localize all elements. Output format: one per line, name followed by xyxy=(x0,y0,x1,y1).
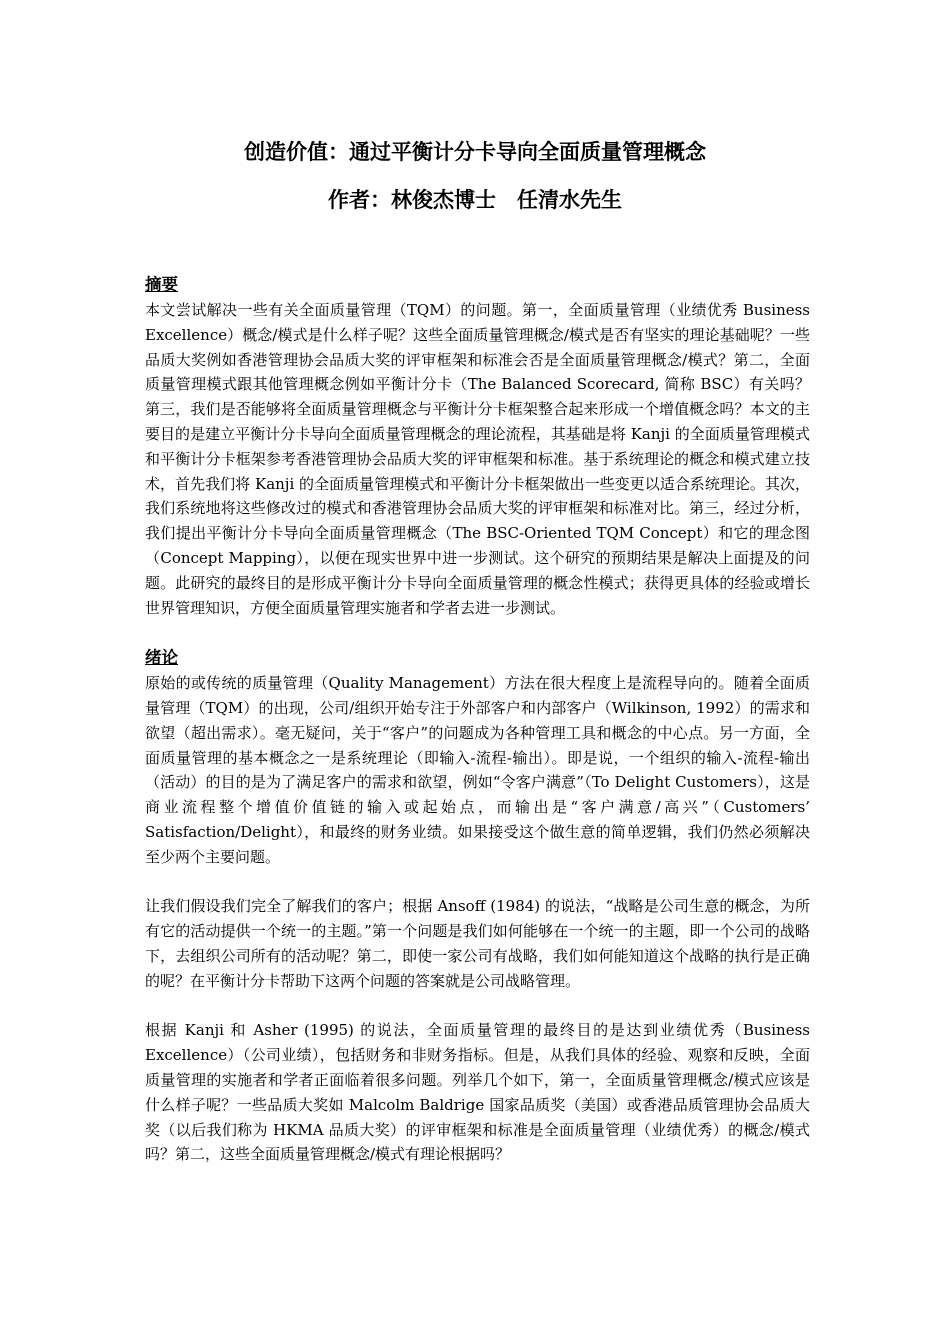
introduction-paragraph-2: 让我们假设我们完全了解我们的客户；根据 Ansoff (1984) 的说法，“战略是公司生意的概念，为所有它的活动提供一个统一的主题。”第一个问题是我们如何能够在一个统一的主题，即一个公司的战略下，去组织公司所有的活动呢？第二，即使一家公司有战略，我们如何能知道这个战略的执行是正确的呢？在平衡计分卡帮助下这两个问题的答案就是公司战略管理。 xyxy=(145,897,810,990)
introduction-paragraph-3: 根据 Kanji 和 Asher (1995) 的说法，全面质量管理的最终目的是达到业绩优秀（Business Excellence）（公司业绩），包括财务和非财务指标。但是，从我们具体的经验、观察和反映，全面质量管理的实施者和学者正面临着很多问题。列举几个如下，第一，全面质量管理概念/模式应该是什么样子呢？一些品质大奖如 Malcolm Baldrige 国家品质奖（美国）或香港品质管理协会品质大奖（以后我们称为 HKMA 品质大奖）的评审框架和标准是全面质量管理（业绩优秀）的概念/模式吗？第二，这些全面质量管理概念/模式有理论根据吗？ xyxy=(145,1021,810,1164)
paragraph-spacer xyxy=(145,870,810,895)
abstract-paragraph: 本文尝试解决一些有关全面质量管理（TQM）的问题。第一，全面质量管理（业绩优秀 Business Excellence）概念/模式是什么样子呢？这些全面质量管理概念/模式是否有坚实的理论基础呢？一些品质大奖例如香港管理协会品质大奖的评审框架和标准会否是全面质量管理概念/模式？第二，全面质量管理模式跟其他管理概念例如平衡计分卡（The Balanced Scorecard, 简称 BSC）有关吗？第三，我们是否能够将全面质量管理概念与平衡计分卡框架整合起来形成一个增值概念吗？本文的主要目的是建立平衡计分卡导向全面质量管理概念的理论流程，其基础是将 Kanji 的全面质量管理模式和平衡计分卡框架参考香港管理协会品质大奖的评审框架和标准。基于系统理论的概念和模式建立技术，首先我们将 Kanji 的全面质量管理模式和平衡计分卡框架做出一些变更以适合系统理论。其次，我们系统地将这些修改过的模式和香港管理协会品质大奖的评审框架和标准对比。第三，经过分析，我们提出平衡计分卡导向全面质量管理概念（The BSC-Oriented TQM Concept）和它的理念图（Concept Mapping），以便在现实世界中进一步测试。这个研究的预期结果是解决上面提及的问题。此研究的最终目的是形成平衡计分卡导向全面质量管理的概念性模式；获得更具体的经验或增长世界管理知识，方便全面质量管理实施者和学者去进一步测试。 xyxy=(145,301,810,617)
document-authors: 作者：林俊杰博士 任清水先生 xyxy=(328,187,622,212)
section-spacer xyxy=(145,620,810,645)
section-abstract xyxy=(145,272,810,620)
introduction-paragraph-1: 原始的或传统的质量管理（Quality Management）方法在很大程度上是流程导向的。随着全面质量管理（TQM）的出现，公司/组织开始专注于外部客户和内部客户（Wilkinson, 1992）的需求和欲望（超出需求）。毫无疑问，关于“客户”的问题成为各种管理工具和概念的中心点。另一方面，全面质量管理的基本概念之一是系统理论（即输入-流程-输出）。即是说，一个组织的输入-流程-输出（活动）的目的是为了满足客户的需求和欲望，例如“令客户满意”（To Delight Customers），这是商业流程整个增值价值链的输入或起始点，而输出是“客户满意/高兴”（Customers’ Satisfaction/Delight），和最终的财务业绩。如果接受这个做生意的简单逻辑，我们仍然必须解决至少两个主要问题。 xyxy=(145,674,810,866)
section-heading-abstract: 摘要 xyxy=(145,275,178,294)
paragraph-spacer xyxy=(145,994,810,1019)
section-heading-introduction: 绪论 xyxy=(145,648,178,668)
document-body xyxy=(145,272,810,1167)
document-title: 创造价值：通过平衡计分卡导向全面质量管理概念 xyxy=(244,139,706,164)
section-introduction xyxy=(145,645,810,1167)
